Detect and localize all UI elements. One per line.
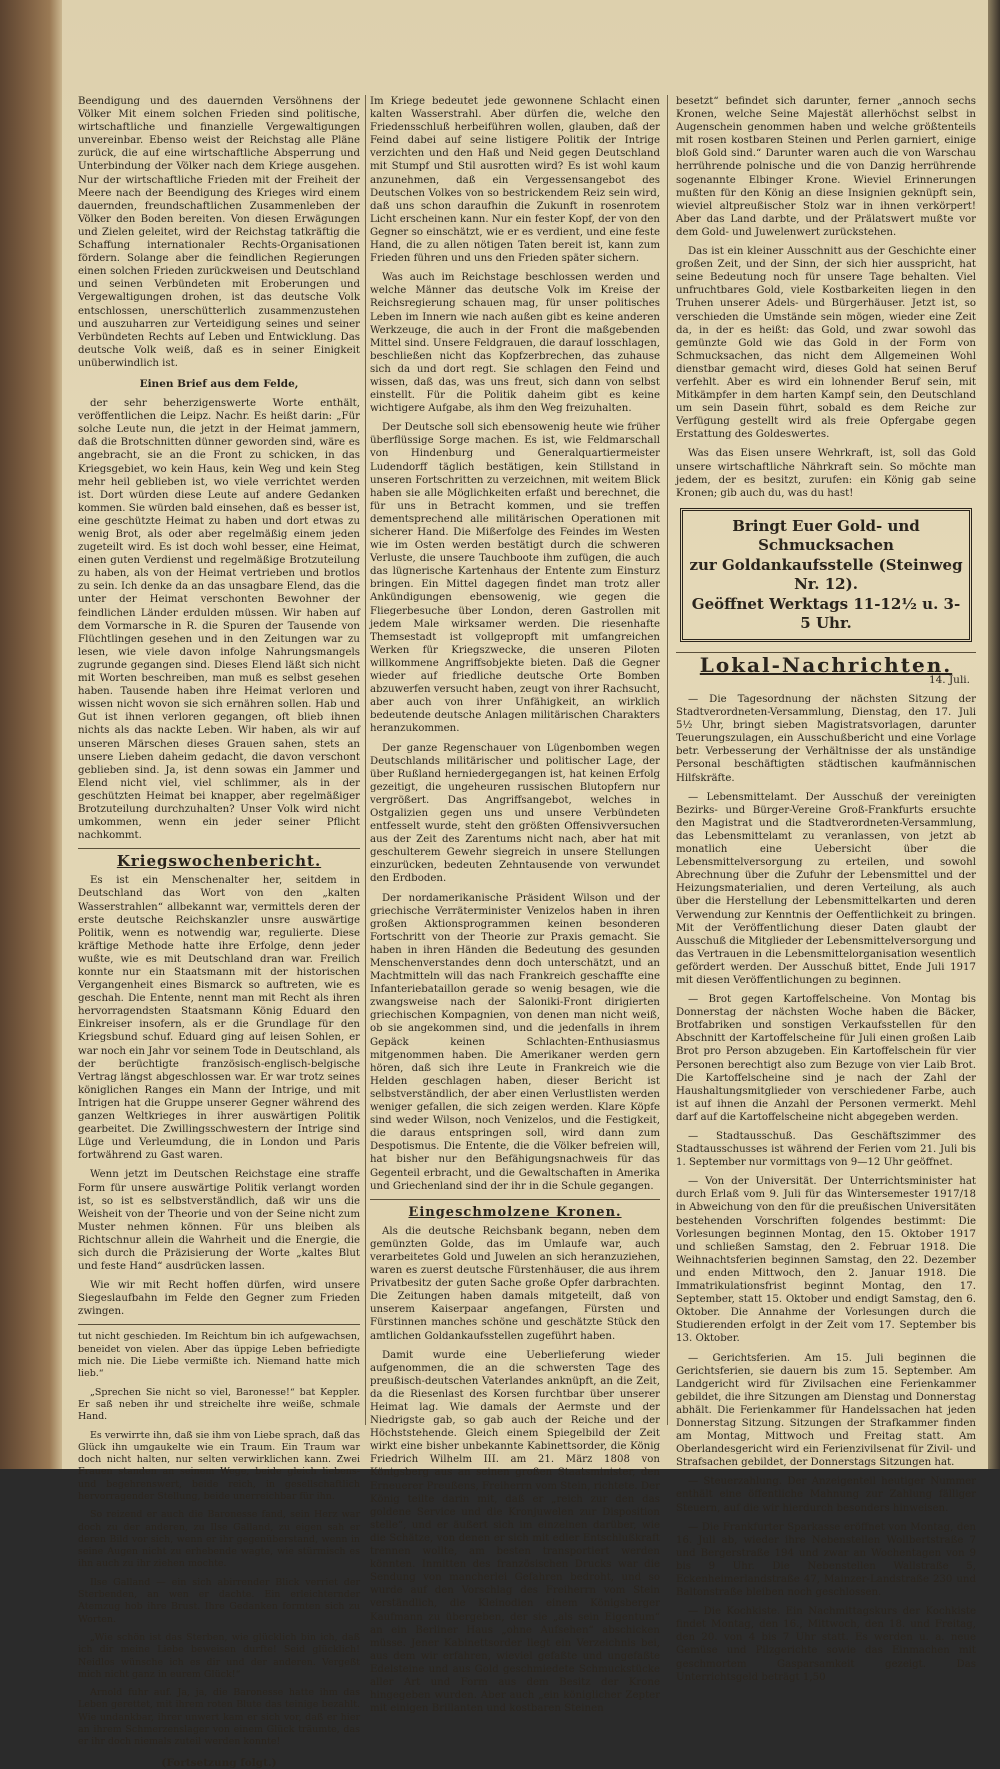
lokal-nachrichten-heading: Lokal-Nachrichten. [699, 652, 953, 677]
ad-line: Geöffnet Werktags 11-12½ u. 3-5 Uhr. [691, 594, 961, 632]
novel-paragraph: Ilse Galland — ein sich abirrender Blick verriet der Sterbenden, an wen er dachte. Ein erleichternder Atemzug hob ihre Brust. Ihre Gedanken formten sich zu Worten. [78, 1576, 360, 1625]
krieg-paragraph: Was auch im Reichstage beschlossen werden und welche Männer das deutsche Volk im Kreise der Reichsregierung schauen mag, für unser politisches Leben im Innern wie nach außen gibt es keine anderen Werkzeuge, die auch in der Front die maßgebenden Mittel sind. Unsere Feldgrauen, die darauf losschlagen, beschließen nicht das Kopfzerbrechen, das zuhause sich da und dort regt. Sie schlagen den Feind und wissen, daß das, was uns freut, sich dann von selbst einstellt. Für die Politik daheim gibt es keine wichtigere Aufgabe, als ihm den Weg freizuhalten. [370, 272, 660, 415]
kronen-heading: Eingeschmolzene Kronen. [408, 1204, 622, 1220]
kronen-paragraph: Damit wurde eine Ueberlieferung wieder aufgenommen, die an die schwersten Tage des preußisch-deutschen Vaterlandes anknüpft, an die Zeit, da die Riesenlast des Korsen furchtbar über unserer Heimat lag. Wie damals der Aermste und der Niedrigste gab, so gab auch der Reiche und der Höchststehende. Gleich einem Spiegelbild der Zeit wirkt eine bisher unbekannte Kabinettsorder, die König Friedrich Wilhelm III. am 21. März 1808 von Königsberg aus an seinen großen Staatsminister, den Erneuerer Preußens, Freiherrn vom Stein, richtete. Der König teilte darin mit, daß er „reich zur den das goldene Service und die Kronjuwelen zur Disposition stelle“, und er äußert sich im einzelnen darüber, wie die Schätze, von denen er sich mit edler Entschlußkraft trennen wollte, am besten transportiert werden könnten. Inmitten des französischen Drucks war die Sendung von mancherlei Gefahren bedroht, und so wurde auf den Vorschlag des Freiherrn vom Stein verständlich, die Kleinodien einem Königsberger Kaufmann zu übergeben, der sie „als sein Eigentum“ an ein Berliner Haus „ohne Aufsehen“ abschicken müsse. Jener Kabinettsorder liegt ein Verzeichnis bei, aus dem wir erfahren, wieviel gefaßte und ungefaßte Edelsteine und aus Gold geschmiedete Schmuckstücke aller Art und Form aus dem Besitz der Krone hingegeben wurden. Aber auch „ein königlicher Zepter mit einigen Brillanten und kostbaren Steinen [370, 1349, 660, 1715]
kriegswochenbericht-heading: Kriegswochenbericht. [116, 852, 322, 871]
book-binding [0, 0, 62, 1469]
divider [78, 848, 360, 849]
novel-paragraph: Es verwirrte ihn, daß sie ihm von Liebe sprach, daß das Glück ihn umgaukelte wie ein Traum. Ein Traum war doch nicht halten, nur selten verwirklichen kann. Zwei Frauen standen an seinem Wege, beide gleich liebens- und begehrenswert, beide reich, in gesellschaftlich hervorragender Stellung, beide unerreichbar für ihn. [78, 1429, 360, 1502]
continuation-note: (Fortsetzung folgt.) [161, 1756, 277, 1769]
local-news-item: — Die Kochkiste. Ein Nachmittagskurs der Kochkiste findet Montag, den 16., Mittwoch, den 18. und Freitag, den 20. von 4 bis 7 Uhr statt. Es werden u. a. neue Gemüse und Pilzgerichte sowie das Einmachen mit geschmortem Gasparsamkeit gezeigt. Das Unterrichtsgeld beträgt 1,50 [676, 1606, 976, 1683]
column-2 [370, 95, 660, 1715]
dateline: 14. Juli. [928, 673, 970, 686]
local-news-item: — Die Frankfurter Sparkasse eröffnet von Montag, den 16. Juli ab, wieder ihre Nebenstellen Wollbertstraße 7 und Bergerstraße 194 und zwar an Wochentagen von 9 bis 9 Uhr. Die Nebenstellen Wallstraße 5, Eckenheimerlandstraße 47, Mainzer-Landstraße 230 und Baltonstraße bleiben noch geschlossen. [676, 1521, 976, 1599]
divider [78, 1324, 360, 1325]
article-intro: Beendigung und des dauernden Versöhnens der Völker Mit einem solchen Frieden sind politische, wirtschaftliche und finanzielle Vergewaltigungen unvereinbar. Ebenso weist der Reichstag alle Pläne zurück, die auf eine wirtschaftliche Absperrung und Unterbindung der Völker nach dem Kriege ausgehen. Nur der wirtschaftliche Frieden mit der Freiheit der Meere nach der Beendigung des Krieges wird einem dauernden, freundschaftlichen Zusammenleben der Völker den Boden bereiten. Von diesen Erwägungen und Zielen geleitet, wird der Reichstag tatkräftig die Schaffung internationaler Rechts-Organisationen fördern. Solange aber die feindlichen Regierungen einen solchen Frieden zurückweisen und Deutschland und seinen Verbündeten mit Eroberungen und Vergewaltigungen drohen, ist das deutsche Volk entschlossen, unerschütterlich zusammenzustehen und auszuharren zur Verteidigung seines und seiner Verbündeten Rechts auf Leben und Entwicklung. Das deutsche Volk weiß, daß es in seiner Einigkeit unüberwindlich ist. [78, 96, 360, 369]
column-3 [676, 95, 976, 1683]
feuilleton-novel [78, 1331, 360, 1769]
ad-line: zur Goldankaufsstelle (Steinweg Nr. 12). [689, 555, 963, 593]
brief-heading: Einen Brief aus dem Felde, [139, 377, 299, 390]
local-news-item: — Lebensmittelamt. Der Ausschuß der vereinigten Bezirks- und Bürger-Vereine Groß-Frankfurts ersuchte den Magistrat und die Stadtverordneten-Versammlung, das Lebensmittelamt zu veranlassen, von jetzt ab monatlich eine Uebersicht über die Lebensmittelversorgung zu erteilen, und sowohl Abrechnung über die Zufuhr der Lebensmittel und der Heizungsmaterialien, und deren Verteilung, als auch über die Herstellung der Lebensmittelkarten und deren Verwendung zur Kenntnis der Oeffentlichkeit zu bringen. Mit der Veröffentlichung dieser Daten glaubt der Ausschuß die Mitglieder der Lebensmittelversorgung und das Vertrauen in die Lebensmittelorganisation wesentlich gefördert werden. Der Ausschuß bittet, Ende Juli 1917 mit diesen Veröffentlichungen zu beginnen. [676, 791, 976, 986]
divider [370, 1199, 660, 1200]
ad-line: Bringt Euer Gold- und Schmucksachen [732, 516, 920, 554]
kronen-paragraph: besetzt“ befindet sich darunter, ferner „annoch sechs Kronen, welche Seine Majestät allerhöchst selbst in Augenschein genommen haben und welche größtenteils mit rosen kostbaren Steinen und Perlen garniert, einige bloß Gold sind.“ Darunter waren auch die von Warschau herrührende polnische und die von Danzig herrührende sogenannte Elbinger Krone. Wieviel Erinnerungen mußten für den König an diese Insignien geknüpft sein, wieviel altpreußischer Stolz war in ihnen verkörpert! Aber das Land darbte, und der Prälatswert mußte vor dem Gold- und Juwelenwert zurückstehen. [676, 96, 976, 238]
novel-paragraph: Arnold fuhr auf. Ja, ja, die Baronesse hatte ihm das Leben gerettet, mit ihrem roten Blute das teinige bezahlt. Wie undankbar, ihrer unwert kam er sich vor, daß er hier an ihrem Schmerzenslager von einem Glück träumte, das er ihr doch niemals zuteil werden konnte! [78, 1687, 360, 1748]
brief-text: der sehr beherzigenswerte Worte enthält, veröffentlichen die Leipz. Nachr. Es heißt darin: „Für solche Leute nun, die jetzt in der Heimat jammern, daß die Brotschnitten dünner geworden sind, wäre es angebracht, sie an die Front zu schicken, in das Kriegsgebiet, wo kein Haus, kein Weg und kein Steg mehr heil geblieben ist, wo viele verrichtet werden ist. Dort würden diese Leute auf andere Gedanken kommen. Sie würden bald einsehen, daß es besser ist, eine geschützte Heimat zu haben und dort etwas zu wenig Brot, als oder aber regelmäßig einem jeden zugeteilt wird. Es ist doch wohl besser, eine Heimat, einen guten Verdienst und regelmäßige Brotzuteilung zu haben, als von der Heimat vertrieben und brotlos zu sein. Ich denke da an das unsagbare Elend, das die unter der Heimat verschonten Bewohner der feindlichen Länder erdulden müssen. Wir haben auf dem Vormarsche in R. die Spuren der Tausende von Flüchtlingen gesehen und in den Zeitungen war zu lesen, wie viele davon infolge Nahrungsmangels zugrunde gegangen sind. Dieses Elend läßt sich nicht mit Worten beschreiben, man muß es selbst gesehen haben. Tausende haben ihre Heimat verloren und wissen nicht wovon sie sich ernähren sollen. Hab und Gut ist ihnen verloren gegangen, oft blieb ihnen nichts als das nackte Leben. Wir haben, als wir auf unseren Märschen dieses Grauen sahen, stets an unsere Lieben daheim gedacht, die davon verschont geblieben sind. Ja, ist denn sowas ein Jammer und Elend nicht viel, viel schlimmer, als in der geschützten Heimat bei knapper, aber regelmäßiger Brotzuteilung durchzuhalten? Unser Volk wird nicht umkommen, wenn ein jeder seiner Pflicht nachkommt. [78, 398, 360, 842]
krieg-paragraph-3: Wie wir mit Recht hoffen dürfen, wird unsere Siegeslaufbahn im Felde den Gegner zum Frieden zwingen. [78, 1280, 360, 1318]
column-rule-2 [667, 95, 668, 1425]
local-news-item: — Stadtausschuß. Das Geschäftszimmer des Stadtausschusses ist während der Ferien vom 21. Juli bis 1. September nur vormittags von 9—12 Uhr geöffnet. [676, 1131, 976, 1169]
local-news-item: — Von der Universität. Der Unterrichtsminister hat durch Erlaß vom 9. Juli für das Wintersemester 1917/18 in Abweichung von den für die preußischen Universitäten bestehenden Vorschriften folgendes bestimmt: Die Vorlesungen beginnen Montag, den 15. Oktober 1917 und schließen Samstag, den 2. Februar 1918. Die Weihnachtsferien beginnen Samstag, den 22. Dezember und enden Mittwoch, den 2. Januar 1918. Die Immatrikulationsfrist beginnt Montag, den 17. September, statt 15. Oktober und endigt Samstag, den 6. Oktober. Die Annahme der Vorlesungen durch die Studierenden erfolgt in der Zeit vom 17. September bis 13. Oktober. [676, 1176, 976, 1345]
krieg-paragraph: Der nordamerikanische Präsident Wilson und der griechische Verräterminister Venizelos haben in ihren großen Aktionsprogrammen keinen besonderen Fortschritt von der Theorie zur Praxis gemacht. Sie haben in ihren Händen die Bedeutung des gesunden Menschenverstandes denn doch unterschätzt, und an Machtmitteln will das nach Frankreich geschaffte eine Infanteriebataillon gerade so wenig besagen, wie die zwangsweise nach der Saloniki-Front dirigierten griechischen Kompagnien, von denen man nicht weiß, ob sie angekommen sind, und die jedenfalls in ihrem Gepäck keinen Schlachten-Enthusiasmus mitgenommen haben. Die Amerikaner werden gern hören, daß sich ihre Leute in Frankreich wie die Helden geschlagen haben, dieser Bericht ist selbstverständlich, der aber einen Verlustlisten werden weniger gefallen, die sich zeigen werden. Klare Köpfe sind weder Wilson, noch Venizelos, und die Festigkeit, die daraus entspringen soll, wird dann zum Despotismus. Die Entente, die die Völker befreien will, hat bisher nur den Befähigungsnachweis für das Gegenteil erbracht, und die Gewaltschaften in Amerika und Griechenland sind der ihr in die Schule gegangen. [370, 892, 660, 1192]
krieg-paragraph-1: Es ist ein Menschenalter her, seitdem in Deutschland das Wort von den „kalten Wasserstrahlen“ allbekannt war, vermittels deren der erste deutsche Reichskanzler unsre auswärtige Politik, wenn es notwendig war, regulierte. Diese kräftige Methode hatte ihre Erfolge, denn jeder wußte, wie es mit Deutschland dran war. Freilich konnte nur ein Staatsmann mit der historischen Vergangenheit eines Bismarck so auftreten, wie es geschah. Die Entente, nennt man mit Recht als ihren hervorragendsten Staatsmann König Eduard den Einkreiser insofern, als er die Grundlage für den Kriegsbund schuf. Eduard ging auf leisen Sohlen, er war noch ein Jahr vor seinem Tode in Deutschland, als der berüchtigte französisch-englisch-belgische Vertrag längst abgeschlossen war. Er war trotz seines königlichen Ranges ein Mann der Intrige, und mit Intrigen hat die Gruppe unserer Gegner während des ganzen Weltkrieges in ihrer auswärtigen Politik gearbeitet. Die Zwillingsschwestern der Intrige sind Lüge und Verleumdung, die in London und Paris fortwährend zu Gast waren. [78, 875, 360, 1162]
novel-paragraph: „Sprechen Sie nicht so viel, Baronesse!“ bat Keppler. Er saß neben ihr und streichelte ihre weiße, schmale Hand. [78, 1386, 360, 1423]
gold-collection-ad [680, 508, 972, 642]
krieg-paragraph: Im Kriege bedeutet jede gewonnene Schlacht einen kalten Wasserstrahl. Aber dürfen die, welche den Friedensschluß herbeiführen wollen, glauben, daß der Feind dabei auf seine listigere Politik der Intrige verzichten und den Haß und Neid gegen Deutschland mit Stumpf und Stil ausrotten wird? Es ist wohl kaum anzunehmen, daß ein Vergessensangebot des Deutschen Volkes von so bestrickendem Reiz sein wird, daß uns schon daraufhin die Zukunft in rosenrotem Licht erscheinen kann. Nur ein fester Kopf, der von den Gegner so einschätzt, wie er es verdient, und eine feste Hand, die zu allen nötigen Taten bereit ist, kann zum Frieden führen und uns den Frieden später sichern. [370, 96, 660, 265]
local-news-item: — Steuerzahlung. Der Anzeigenteil heutiger Nummer enthält eine öffentliche Mahnung zur Zahlung fälliger Steuern, auf die wir hierdurch besonders hinweisen. [676, 1476, 976, 1514]
local-news-item: — Gerichtsferien. Am 15. Juli beginnen die Gerichtsferien, sie dauern bis zum 15. September. Am Landgericht wird für Zivilsachen eine Ferienkammer gebildet, die ihre Sitzungen am Dienstag und Donnerstag abhält. Die Ferienkammer für Handelssachen hat jeden Donnerstag Sitzung. Sitzungen der Strafkammer finden am Montag, Mittwoch und Freitag statt. Am Oberlandesgericht wird ein Ferienzivilsenat für Zivil- und Strafsachen gebildet, der Donnerstags Sitzungen hat. [676, 1352, 976, 1469]
krieg-paragraph-2: Wenn jetzt im Deutschen Reichstage eine straffe Form für unsere auswärtige Politik verlangt worden ist, so ist es selbstverständlich, daß wir uns die Weisheit von der Theorie und von der Seine nicht zum Muster nehmen können. Für uns bleiben als Richtschnur allein die Wahrheit und die Energie, die sich durch die Präzisierung der Worte „kaltes Blut und feste Hand“ ausdrücken lassen. [78, 1169, 360, 1273]
novel-paragraph: So reizend er auch die Baronesse fand, sein Herz war doch zu der anderen, zu Ilse Galland, zu eigen sah er deren Bild vor sich, wenn er ihr gegenüberstand, wenn in seine Augen nicht zu erhebende wagte, wie stürmisch es ihn auch zu ihr ziehen mochte. [78, 1509, 360, 1570]
kronen-paragraph: Das ist ein kleiner Ausschnitt aus der Geschichte einer großen Zeit, und der Sinn, der sich hier ausspricht, hat seine Bedeutung noch für unsere Tage behalten. Viel unfruchtbares Gold, viele Kostbarkeiten liegen in den Truhen unserer Adels- und Bürgerhäuser. Jetzt ist, so verschieden die Umstände sein mögen, wieder eine Zeit da, in der es heißt: das Gold, und zwar sowohl das gemünzte Gold wie das Gold in der Form von Schmucksachen, das nicht dem Allgemeinen Wohl dienstbar gemacht wird, dieses Gold hat seinen Beruf verfehlt. Aber es wird ein lohnender Beruf sein, mit Mitkämpfer in dem harten Kampf sein, den Deutschland um sein Dasein führt, sobald es dem Reiche zur Verfügung gestellt wird als freie Opfergabe gegen Erstattung des Goldeswertes. [676, 246, 976, 441]
kronen-paragraph: Als die deutsche Reichsbank begann, neben dem gemünzten Golde, das im Umlaufe war, auch verarbeitetes Gold und Juwelen an sich heranzuziehen, waren es zuerst deutsche Fürstenhäuser, die aus ihrem Privatbesitz der guten Sache große Opfer darbrachten. Die Zeitungen haben damals mitgeteilt, daß von unserem Kaiserpaar angefangen, Fürsten und Fürstinnen manches schöne und geschätzte Stück den amtlichen Goldankaufsstellen zugeführt haben. [370, 1225, 660, 1342]
column-1 [78, 95, 360, 1769]
novel-paragraph: tut nicht geschieden. Im Reichtum bin ich aufgewachsen, beneidet von vielen. Aber das üppige Leben befriedigte mich nie. Die Liebe vermißte ich. Niemand hatte mich lieb.“ [78, 1331, 360, 1380]
local-news-item: — Brot gegen Kartoffelscheine. Von Montag bis Donnerstag der nächsten Woche haben die Bäcker, Brotfabriken und sonstigen Verkaufsstellen für den Abschnitt der Kartoffelscheine für Juli einen großen Laib Brot pro Person abzugeben. Ein Kartoffelschein für vier Personen berechtigt also zum Bezuge von vier Laib Brot. Die Kartoffelscheine sind je nach der Zahl der Haushaltungsmitglieder von verschiedener Farbe, auch ist auf ihnen die Anzahl der Personen vermerkt. Mehl darf auf die Kartoffelscheine nicht abgegeben werden. [676, 994, 976, 1123]
kronen-paragraph: Was das Eisen unsere Wehrkraft, ist, soll das Gold unsere wirtschaftliche Nährkraft sein. So möchte man jedem, der es besitzt, zurufen: ein König gab seine Kronen; gib auch du, was du hast! [676, 448, 976, 499]
column-rule-1 [365, 95, 366, 1425]
krieg-paragraph: Der Deutsche soll sich ebensowenig heute wie früher überflüssige Sorge machen. Es ist, wie Feldmarschall von Hindenburg und Generalquartiermeister Ludendorff täglich bestätigen, kein Stillstand in unseren Fortschritten zu verzeichnen, mit weitem Blick haben sie alle Möglichkeiten erfaßt und berechnet, die für uns in Betracht kommen, und sie treffen dementsprechend alle militärischen Operationen mit sicherer Hand. Die Mißerfolge des Feindes im Westen wie im Osten werden bestätigt durch die schweren Verluste, die unsere Tauchboote ihm zufügen, die auch das lügnerische Kartenhaus der Entente zum Einsturz bringen. Ein Mittel dagegen findet man trotz aller Ankündigungen ebensowenig, wie gegen die Fliegerbesuche über London, deren Gastrollen mit jedem Male wirksamer werden. Die riesenhafte Themsestadt ist vollgepropft mit umfangreichen Werken für Kriegszwecke, die unseren Piloten willkommene Angriffsobjekte bieten. Daß die Gegner wieder auf friedliche deutsche Orte Bomben abzuwerfen versucht haben, zeugt von ihrer Rachsucht, aber auch von ihrer Unfähigkeit, an wirklich bedeutende deutsche Anlagen militärischen Charakters heranzukommen. [370, 422, 660, 735]
page-edge [988, 0, 1000, 1469]
krieg-paragraph: Der ganze Regenschauer von Lügenbomben wegen Deutschlands militärischer und politischer Lage, der über Rußland herniedergegangen ist, hat keinen Erfolg gezeitigt, die ungeheuren russischen Blutopfern nur vergrößert. Das Angriffsangebot, welches in Ostgalizien gegen uns und unsere Verbündeten entfesselt wurde, steht den größten Offensivversuchen aus der Zeit des Zarentums nicht nach, aber hat mit geschulterem Gewehr siegreich in unsere Stellungen einzurücken, bedeuten Zehntausende von verwundet den Erdboden. [370, 742, 660, 885]
novel-paragraph: „Wie schön ist das Sterben, wie glücklich bin ich, daß ich dir meine Liebe beweisen durfte! Seid glücklich! Neidlos wünsche ich es dir und der anderen. Vergeßt mich nicht ganz in eurem Glück!“ [78, 1631, 360, 1680]
local-news-item: — Die Tagesordnung der nächsten Sitzung der Stadtverordneten-Versammlung, Dienstag, den 17. Juli 5½ Uhr, bringt sieben Magistratsvorlagen, darunter Teuerungszulagen, ein Ausschußbericht und eine Vorlage betr. Verbesserung der Verhältnisse der als unständige Personal beschäftigten städtischen kaufmännischen Hilfskräfte. [676, 694, 976, 784]
